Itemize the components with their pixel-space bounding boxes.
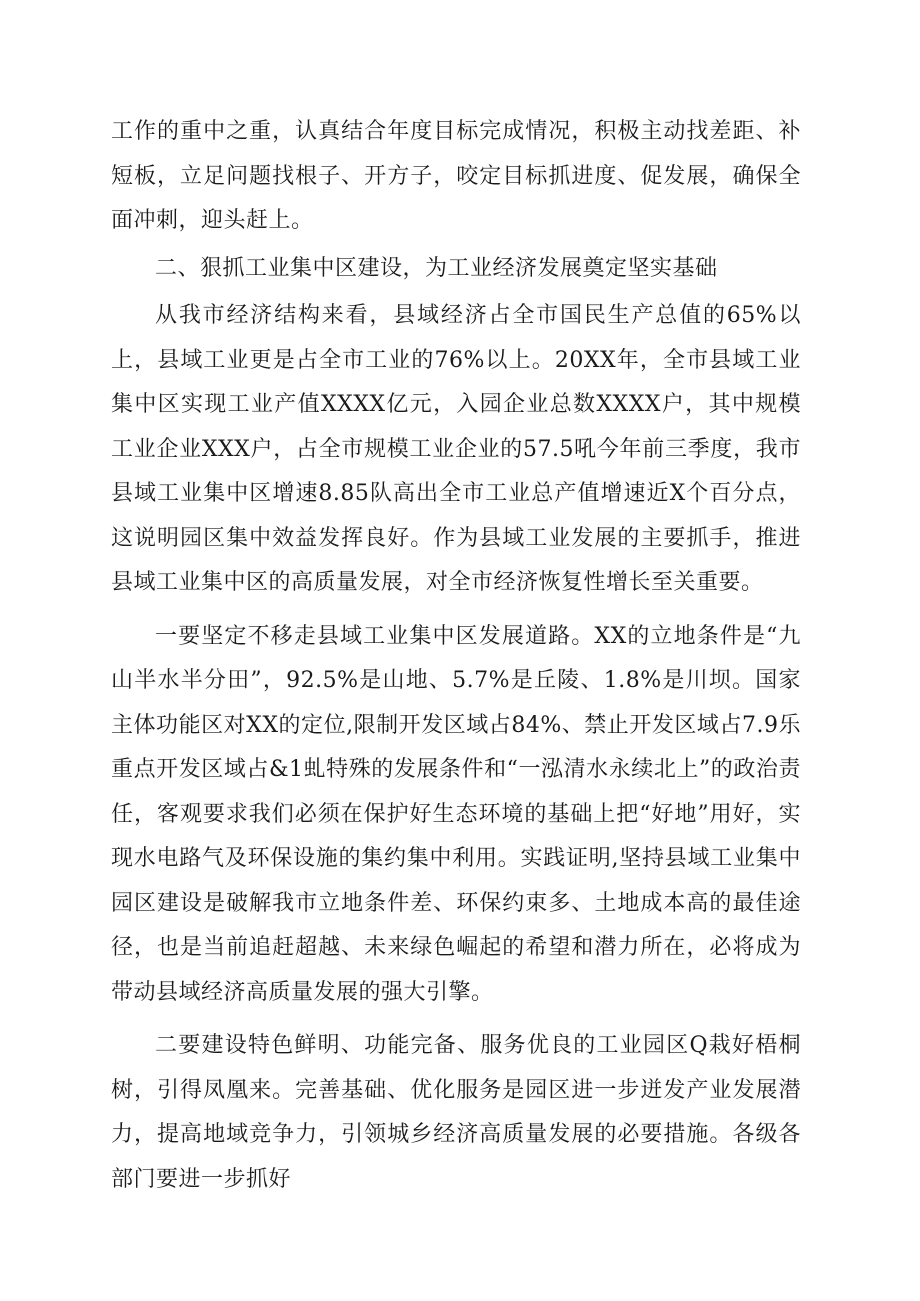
paragraph-first-requirement: 一要坚定不移走县域工业集中区发展道路。XX的立地条件是“九山半水半分田”，92.5%是山地、5.7%是丘陵、1.8%是川坝。国家主体功能区对XX的定位,限制开发区域占84%、禁止开发区域占7.9乐重点开发区域占&1虬特殊的发展条件和“一泓清水永续北上”的政治责任，客观要求我们必须在保护好生态环境的基础上把“好地”用好，实现水电路气及环保设施的集约集中利用。实践证明,坚持县域工业集中园区建设是破解我市立地条件差、环保约束多、土地成本高的最佳途径，也是当前追赶超越、未来绿色崛起的希望和潜力所在，必将成为带动县域经济高质量发展的强大引擎。 [111,623,801,1005]
document-body [111,110,801,1202]
section-heading: 二、狠抓工业集中区建设，为工业经济发展奠定坚实基础 [155,255,718,281]
paragraph-continuation: 工作的重中之重，认真结合年度目标完成情况，积极主动找差距、补短板，立足问题找根子、开方子，咬定目标抓进度、促发展，确保全面冲刺，迎头赶上。 [111,119,801,233]
paragraph-economic-structure: 从我市经济结构来看，县域经济占全市国民生产总值的65%以上，县域工业更是占全市工业的76%以上。20XX年，全市县域工业集中区实现工业产值XXXX亿元，入园企业总数XXXX户，其中规模工业企业XXX户，占全市规模工业企业的57.5吼今年前三季度，我市县域工业集中区增速8.85队高出全市工业总产值增速近X个百分点，这说明园区集中效益发挥良好。作为县域工业发展的主要抓手，推进县域工业集中区的高质量发展，对全市经济恢复性增长至关重要。 [111,303,801,595]
paragraph-second-requirement: 二要建设特色鲜明、功能完备、服务优良的工业园区Q栽好梧桐树，引得凤凰来。完善基础、优化服务是园区进一步迸发产业发展潜力，提高地域竞争力，引领城乡经济高质量发展的必要措施。各级各部门要进一步抓好 [111,1033,801,1192]
